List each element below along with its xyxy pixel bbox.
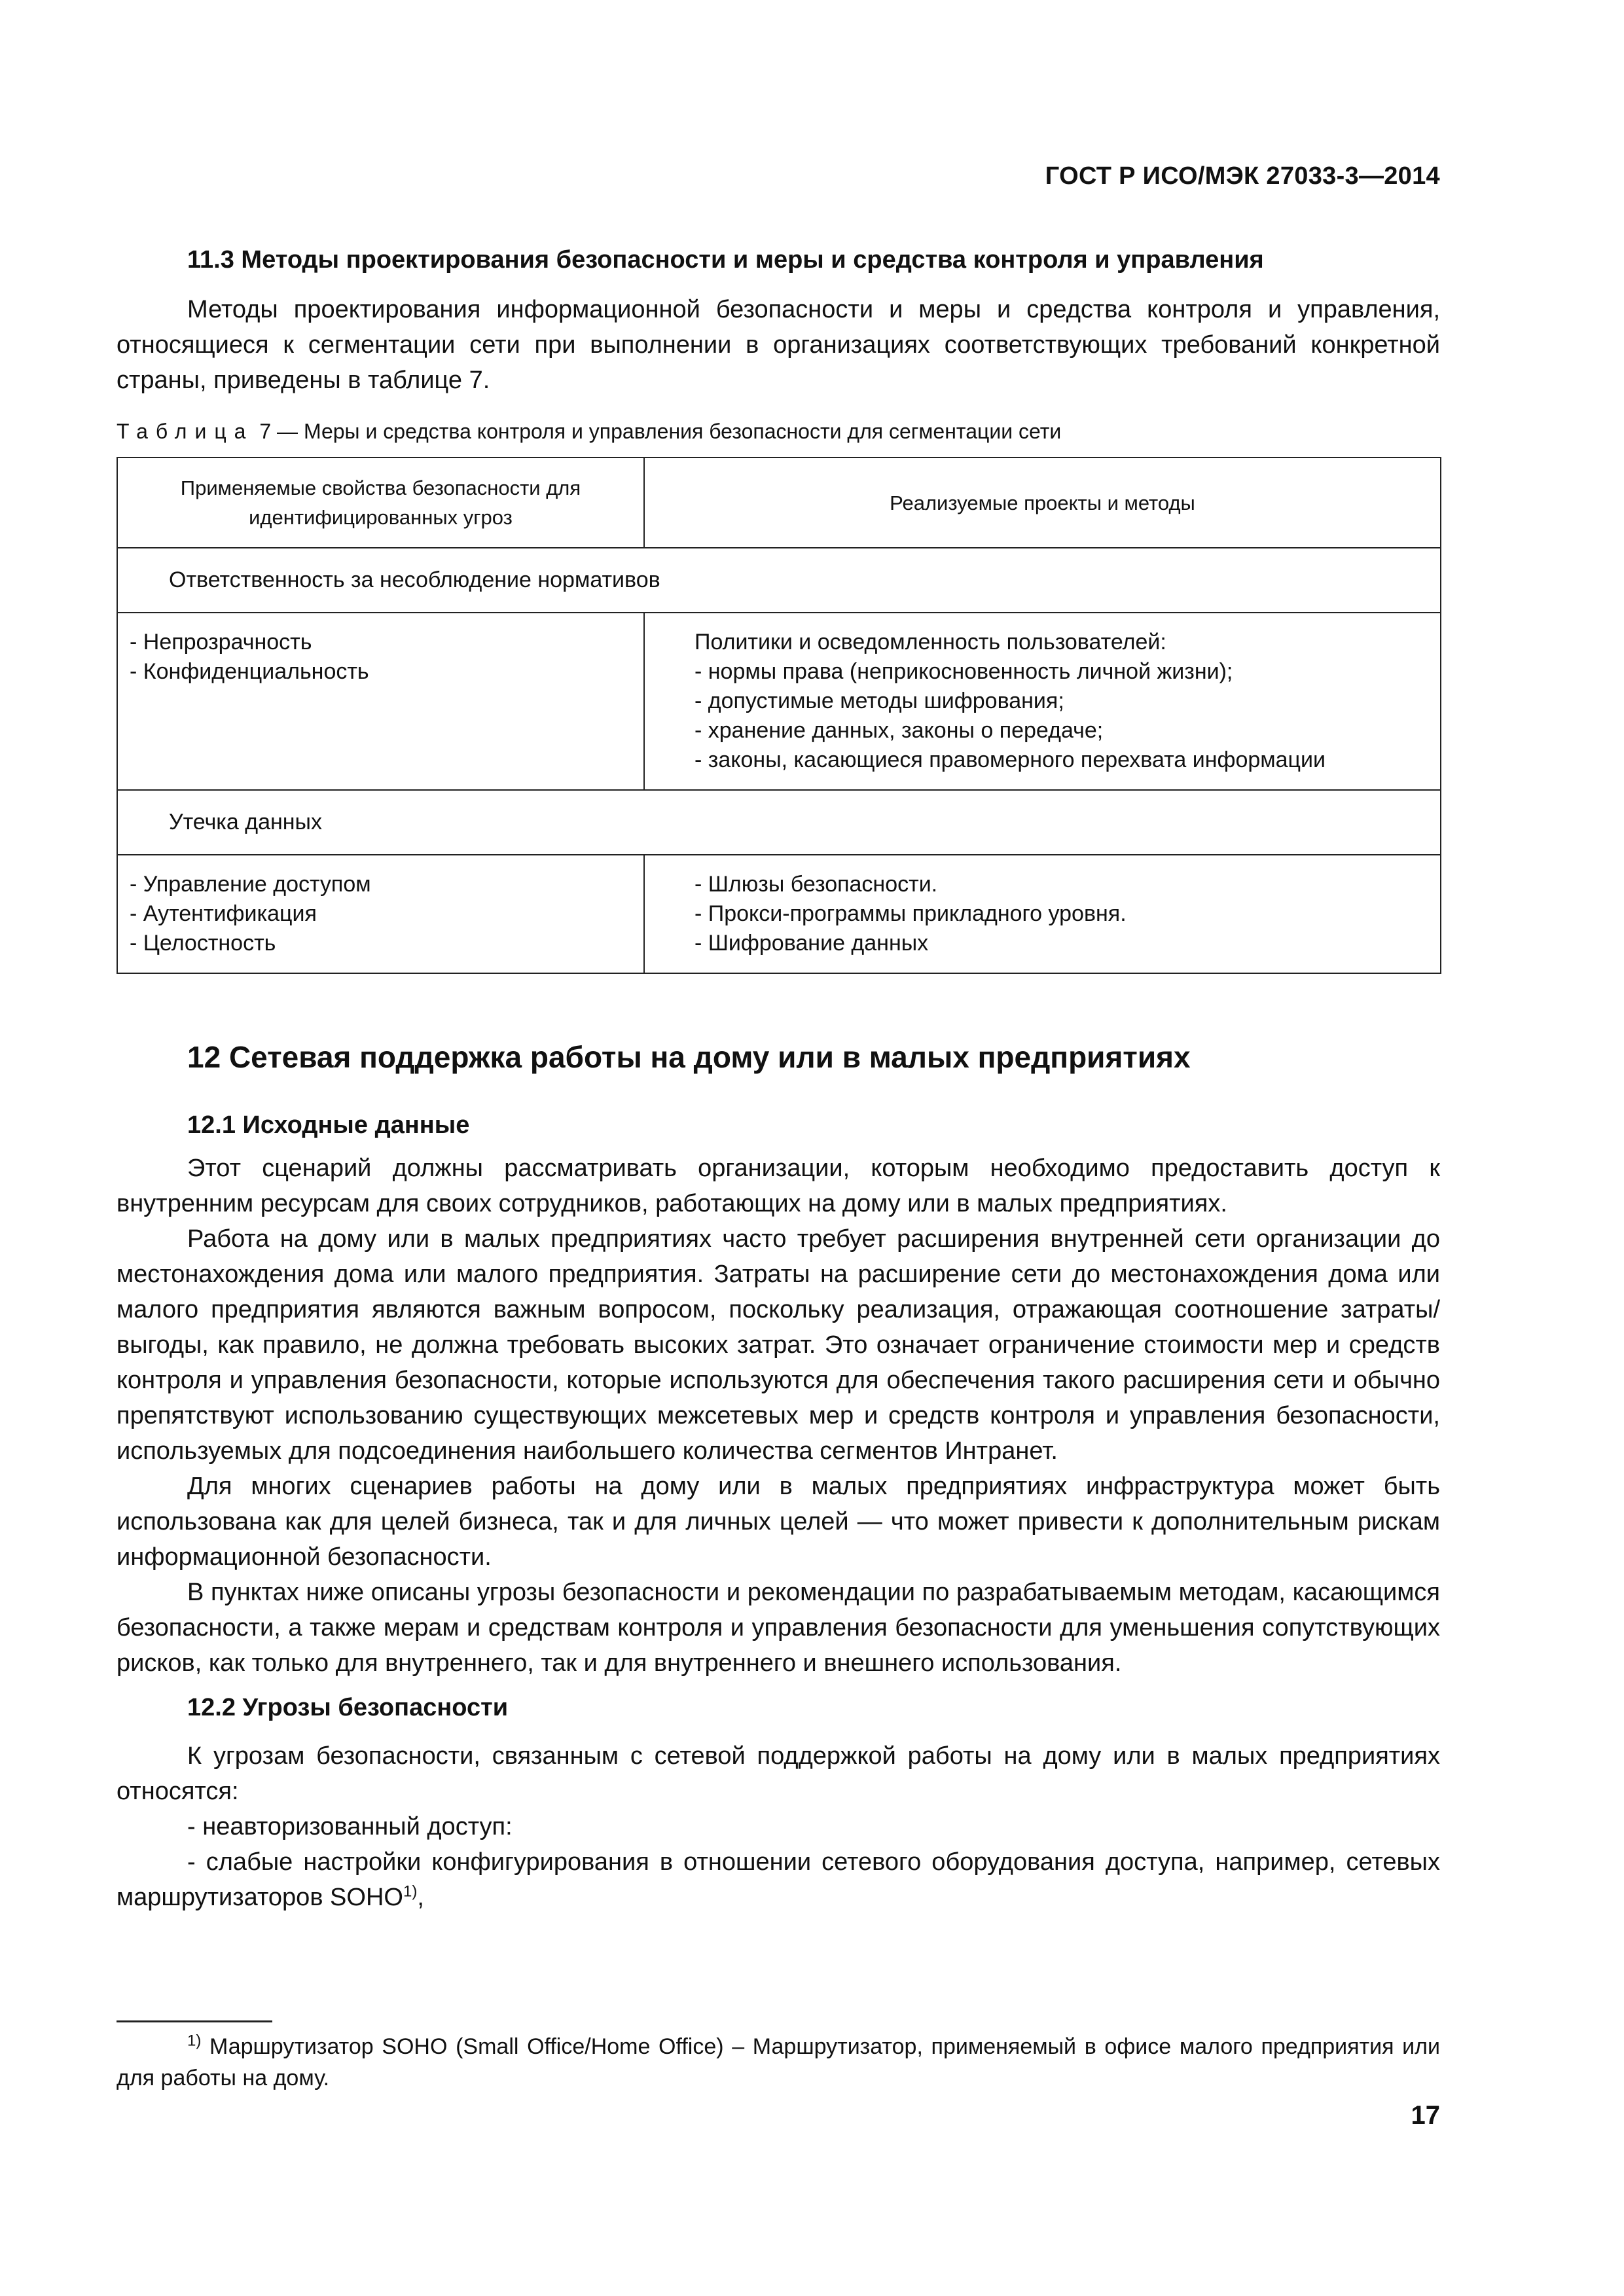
section-11-3-heading: 11.3 Методы проектирования безопасности и меры и средства контроля и управления (187, 246, 1264, 274)
footnote-marker: 1) (187, 2032, 202, 2050)
table-section-title: Утечка данных (117, 790, 1441, 855)
table-cell-line: - нормы права (неприкосновенность личной жизни); (695, 659, 1233, 684)
table-caption (117, 416, 1440, 446)
table-section-row (117, 790, 1441, 855)
threat-list-item-text: - слабые настройки конфигурирования в отношении сетевого оборудования доступа, например, сетевых маршрутизаторов SOHO (117, 1848, 1440, 1911)
table-row (117, 613, 1441, 790)
document-code-header: ГОСТ Р ИСО/МЭК 27033-3—2014 (1045, 162, 1440, 190)
table-cell-line: - Аутентификация (130, 901, 317, 926)
section-12-1-paragraph: Для многих сценариев работы на дому или в малых предприятиях инфраструктура может быть использована как для целей бизнеса, так и для личных целей — что может привести к дополнительным рискам информационной безопасности. (117, 1473, 1440, 1571)
table-row (117, 855, 1441, 973)
security-measures-table (117, 457, 1441, 974)
table-cell-line: - Непрозрачность (130, 630, 312, 655)
page-number: 17 (1411, 2101, 1440, 2130)
table-cell-line: - Конфиденциальность (130, 659, 369, 684)
table-cell-right (644, 613, 1441, 790)
table-cell-line: - Шифрование данных (695, 931, 929, 956)
table-cell-left (117, 855, 644, 973)
table-cell-line: - допустимые методы шифрования; (695, 689, 1064, 713)
section-12-1-paragraph: В пунктах ниже описаны угрозы безопасности и рекомендации по разрабатываемым методам, касающимся безопасности, а также мерам и средствам контроля и управления безопасности для уменьшения сопутствующих рисков, как только для внутреннего, так и для внутреннего и внешнего использования. (117, 1579, 1440, 1677)
table-cell-line: - Управление доступом (130, 872, 371, 897)
threat-list-item: - неавторизованный доступ: (187, 1813, 513, 1840)
section-12-1-paragraph: Работа на дому или в малых предприятиях часто требует расширения внутренней сети организации до местонахождения дома или малого предприятия. Затраты на расширение сети до местонахождения дома или малого предприятия являются важным вопросом, поскольку реализация, отражающая соотношение затраты/выгоды, как правило, не должна требовать высоких затрат. Это означает ограничение стоимости мер и средств контроля и управления безопасности, которые используются для обеспечения такого расширения сети и обычно препятствуют использованию существующих межсетевых мер и средств контроля и управления безопасности, используемых для подсоединения наибольшего количества сегментов Интранет. (117, 1225, 1440, 1465)
section-12-1-heading: 12.1 Исходные данные (187, 1111, 470, 1139)
table-caption-text: 7 — Меры и средства контроля и управления безопасности для сегментации сети (253, 420, 1062, 443)
table-cell-line: - Целостность (130, 931, 276, 956)
main-content (117, 242, 1440, 1915)
table-cell-line: Политики и осведомленность пользователей: (695, 630, 1166, 655)
footnote-reference: 1) (403, 1882, 418, 1901)
footnote-separator (117, 2020, 272, 2022)
section-12-1-paragraph: Этот сценарий должны рассматривать организации, которым необходимо предоставить доступ к внутренним ресурсам для своих сотрудников, работающих на дому или в малых предприятиях. (117, 1155, 1440, 1217)
section-12-heading: 12 Сетевая поддержка работы на дому или в малых предприятиях (187, 1040, 1191, 1074)
table-cell-line: - хранение данных, законы о передаче; (695, 718, 1104, 743)
table-section-title: Ответственность за несоблюдение нормативов (117, 548, 1441, 613)
footnote-text: Маршрутизатор SOHO (Small Office/Home Office) – Маршрутизатор, применяемый в офисе малого предприятия или для работы на дому. (117, 2034, 1440, 2090)
table-cell-right (644, 855, 1441, 973)
section-12-2-heading: 12.2 Угрозы безопасности (187, 1694, 509, 1721)
table-cell-line: - Прокси-программы прикладного уровня. (695, 901, 1127, 926)
table-header-col1: Применяемые свойства безопасности для идентифицированных угроз (117, 457, 644, 548)
threat-list-item-end: , (417, 1884, 424, 1911)
table-cell-line: - законы, касающиеся правомерного перехвата информации (695, 747, 1326, 772)
table-caption-label: Таблица (117, 420, 254, 443)
table-section-row (117, 548, 1441, 613)
table-cell-line: - Шлюзы безопасности. (695, 872, 938, 897)
threat-list-item (117, 1844, 1440, 1915)
section-12-2-intro: К угрозам безопасности, связанным с сетевой поддержкой работы на дому или в малых предприятиях относятся: (117, 1742, 1440, 1805)
table-cell-left (117, 613, 644, 790)
table-header-col2: Реализуемые проекты и методы (644, 457, 1441, 548)
footnote (117, 2031, 1440, 2094)
section-11-3-paragraph: Методы проектирования информационной безопасности и меры и средства контроля и управления, относящиеся к сегментации сети при выполнении в организациях соответствующих требований конкретной страны, приведены в таблице 7. (117, 296, 1440, 394)
table-header-row (117, 457, 1441, 548)
